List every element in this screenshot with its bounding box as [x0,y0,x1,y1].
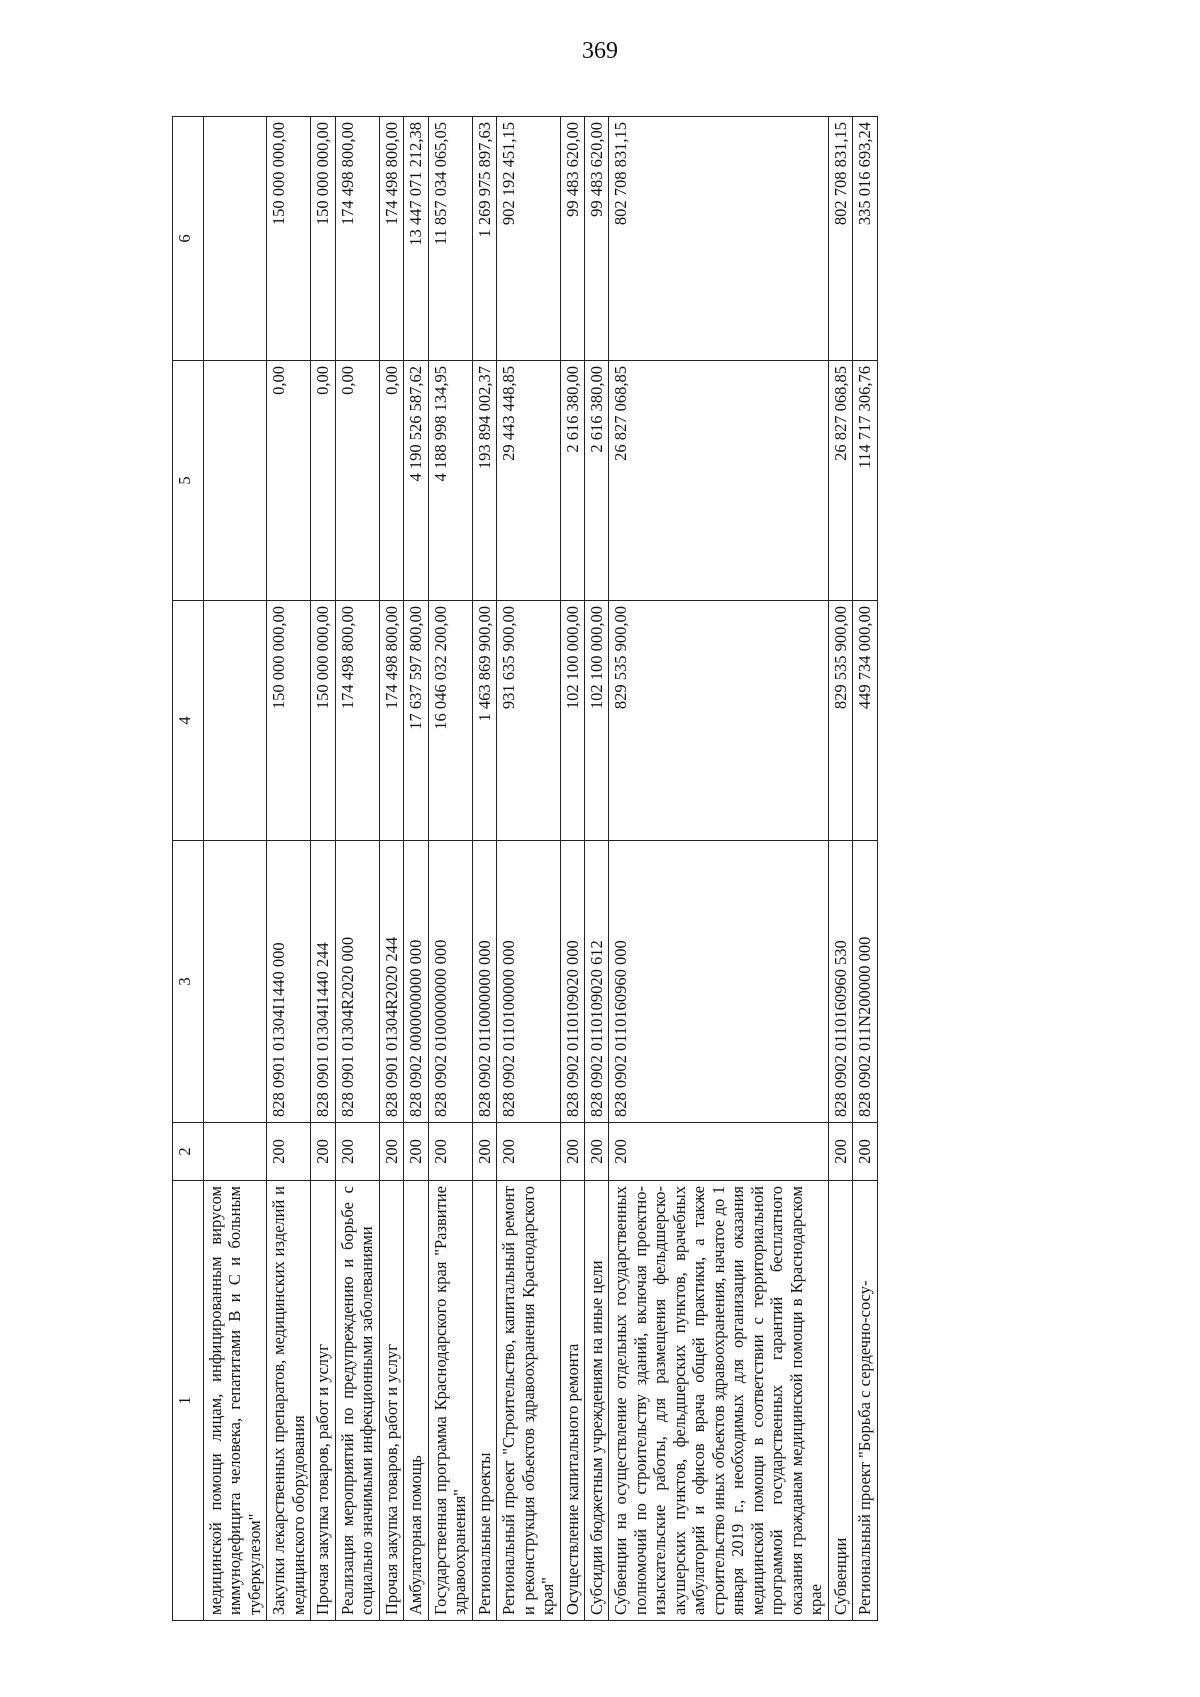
table-row [404,117,428,1621]
row-value-col4 [204,601,267,841]
row-value-col5: 29 443 448,85 [497,361,560,601]
row-name: Осуществление капитального ремонта [560,1181,584,1621]
row-value-col4: 1 463 869 900,00 [472,601,496,841]
row-classification-code: 828 0901 01304R2020 000 [335,841,379,1123]
row-admin-code: 200 [560,1123,584,1181]
row-value-col5: 26 827 068,85 [828,361,852,601]
row-name: Региональный проект "Борьба с сердечно-сосу- [853,1181,877,1621]
row-classification-code: 828 0901 01304I1440 244 [311,841,335,1123]
row-value-col6: 150 000 000,00 [267,117,311,361]
header-col-5: 5 [173,361,204,601]
row-value-col5: 4 190 526 587,62 [404,361,428,601]
row-value-col4: 102 100 000,00 [584,601,608,841]
row-admin-code: 200 [335,1123,379,1181]
row-admin-code: 200 [311,1123,335,1181]
table-row [828,117,852,1621]
row-value-col5: 193 894 002,37 [472,361,496,601]
row-value-col5: 0,00 [311,361,335,601]
table-row [560,117,584,1621]
row-value-col5 [204,361,267,601]
row-name: Субсидии бюджетным учреждениям на иные цели [584,1181,608,1621]
row-admin-code: 200 [828,1123,852,1181]
row-classification-code: 828 0902 0110160960 530 [828,841,852,1123]
row-admin-code: 200 [379,1123,403,1181]
row-name: Субвенции на осуществление отдельных государственных полномочий по строительству зданий, включая проектно-изыскательские работы, для размещения фельдшерско-акушерских пунктов, фельдшерских пунктов, врачебных амбулаторий и офисов врача общей практики, а также строительство иных объектов здравоохранения, начатое до 1 января 2019 г., необходимых для организации оказания медицинской помощи в соответствии с территориальной программой государственных гарантий бесплатного оказания гражданам медицинской помощи в Краснодарском крае [609,1181,828,1621]
row-classification-code: 828 0902 0100000000 000 [428,841,472,1123]
row-value-col6: 335 016 693,24 [853,117,877,361]
row-value-col4: 449 734 000,00 [853,601,877,841]
row-name: Закупки лекарственных препаратов, медицинских изделий и медицинского оборудования [267,1181,311,1621]
row-value-col6: 802 708 831,15 [828,117,852,361]
row-classification-code: 828 0902 011N200000 000 [853,841,877,1123]
row-admin-code: 200 [497,1123,560,1181]
table-row [853,117,877,1621]
row-classification-code: 828 0902 0110160960 000 [609,841,828,1123]
row-value-col6: 13 447 071 212,38 [404,117,428,361]
row-name: Прочая закупка товаров, работ и услуг [311,1181,335,1621]
row-value-col5: 2 616 380,00 [560,361,584,601]
row-value-col4: 150 000 000,00 [267,601,311,841]
row-admin-code: 200 [584,1123,608,1181]
row-name: Региональные проекты [472,1181,496,1621]
row-value-col6: 174 498 800,00 [335,117,379,361]
row-classification-code: 828 0902 0000000000 000 [404,841,428,1123]
row-classification-code: 828 0902 0110109020 612 [584,841,608,1123]
row-value-col4: 17 637 597 800,00 [404,601,428,841]
row-value-col6 [204,117,267,361]
row-name: Субвенции [828,1181,852,1621]
row-value-col6: 150 000 000,00 [311,117,335,361]
row-value-col6: 802 708 831,15 [609,117,828,361]
row-name: Государственная программа Краснодарского края "Развитие здравоохранения" [428,1181,472,1621]
row-name: Реализация мероприятий по предупреждению и борьбе с социально значимыми инфекционными заболеваниями [335,1181,379,1621]
table-row [335,117,379,1621]
row-value-col5: 26 827 068,85 [609,361,828,601]
row-admin-code: 200 [404,1123,428,1181]
row-value-col6: 99 483 620,00 [584,117,608,361]
row-admin-code [204,1123,267,1181]
row-value-col6: 902 192 451,15 [497,117,560,361]
row-value-col4: 174 498 800,00 [379,601,403,841]
row-value-col6: 1 269 975 897,63 [472,117,496,361]
row-value-col4: 931 635 900,00 [497,601,560,841]
table-row [379,117,403,1621]
table-row [311,117,335,1621]
table-row [267,117,311,1621]
row-name: Прочая закупка товаров, работ и услуг [379,1181,403,1621]
row-value-col5: 2 616 380,00 [584,361,608,601]
row-classification-code: 828 0902 0110109020 000 [560,841,584,1123]
header-col-3: 3 [173,841,204,1123]
table-row [428,117,472,1621]
row-admin-code: 200 [609,1123,828,1181]
table-row [204,117,267,1621]
header-col-1: 1 [173,1181,204,1621]
row-value-col5: 0,00 [267,361,311,601]
row-admin-code: 200 [428,1123,472,1181]
row-name: Региональный проект "Строительство, капитальный ремонт и реконструкция объектов здравоохранения Краснодарского края" [497,1181,560,1621]
row-value-col5: 0,00 [335,361,379,601]
rotated-table-area [172,117,1067,1621]
row-classification-code: 828 0901 01304R2020 244 [379,841,403,1123]
row-value-col5: 0,00 [379,361,403,601]
table-row [584,117,608,1621]
row-classification-code: 828 0901 01304I1440 000 [267,841,311,1123]
row-name: медицинской помощи лицам, инфицированным вирусом иммунодефицита человека, гепатитами В и С и больным туберкулезом" [204,1181,267,1621]
row-value-col4: 102 100 000,00 [560,601,584,841]
row-classification-code: 828 0902 0110100000 000 [497,841,560,1123]
header-col-4: 4 [173,601,204,841]
row-name: Амбулаторная помощь [404,1181,428,1621]
rotated-table-wrapper [172,117,1067,1621]
row-value-col6: 174 498 800,00 [379,117,403,361]
row-value-col5: 114 717 306,76 [853,361,877,601]
header-col-2: 2 [173,1123,204,1181]
table-row [472,117,496,1621]
page-number: 369 [582,38,618,64]
row-value-col4: 829 535 900,00 [609,601,828,841]
row-classification-code: 828 0902 0110000000 000 [472,841,496,1123]
row-admin-code: 200 [853,1123,877,1181]
row-value-col4: 150 000 000,00 [311,601,335,841]
header-row [173,117,204,1621]
row-classification-code [204,841,267,1123]
row-value-col4: 16 046 032 200,00 [428,601,472,841]
table-row [609,117,828,1621]
budget-table [172,116,878,1621]
row-value-col5: 4 188 998 134,95 [428,361,472,601]
row-admin-code: 200 [267,1123,311,1181]
row-admin-code: 200 [472,1123,496,1181]
row-value-col4: 174 498 800,00 [335,601,379,841]
row-value-col4: 829 535 900,00 [828,601,852,841]
row-value-col6: 99 483 620,00 [560,117,584,361]
table-row [497,117,560,1621]
row-value-col6: 11 857 034 065,05 [428,117,472,361]
header-col-6: 6 [173,117,204,361]
